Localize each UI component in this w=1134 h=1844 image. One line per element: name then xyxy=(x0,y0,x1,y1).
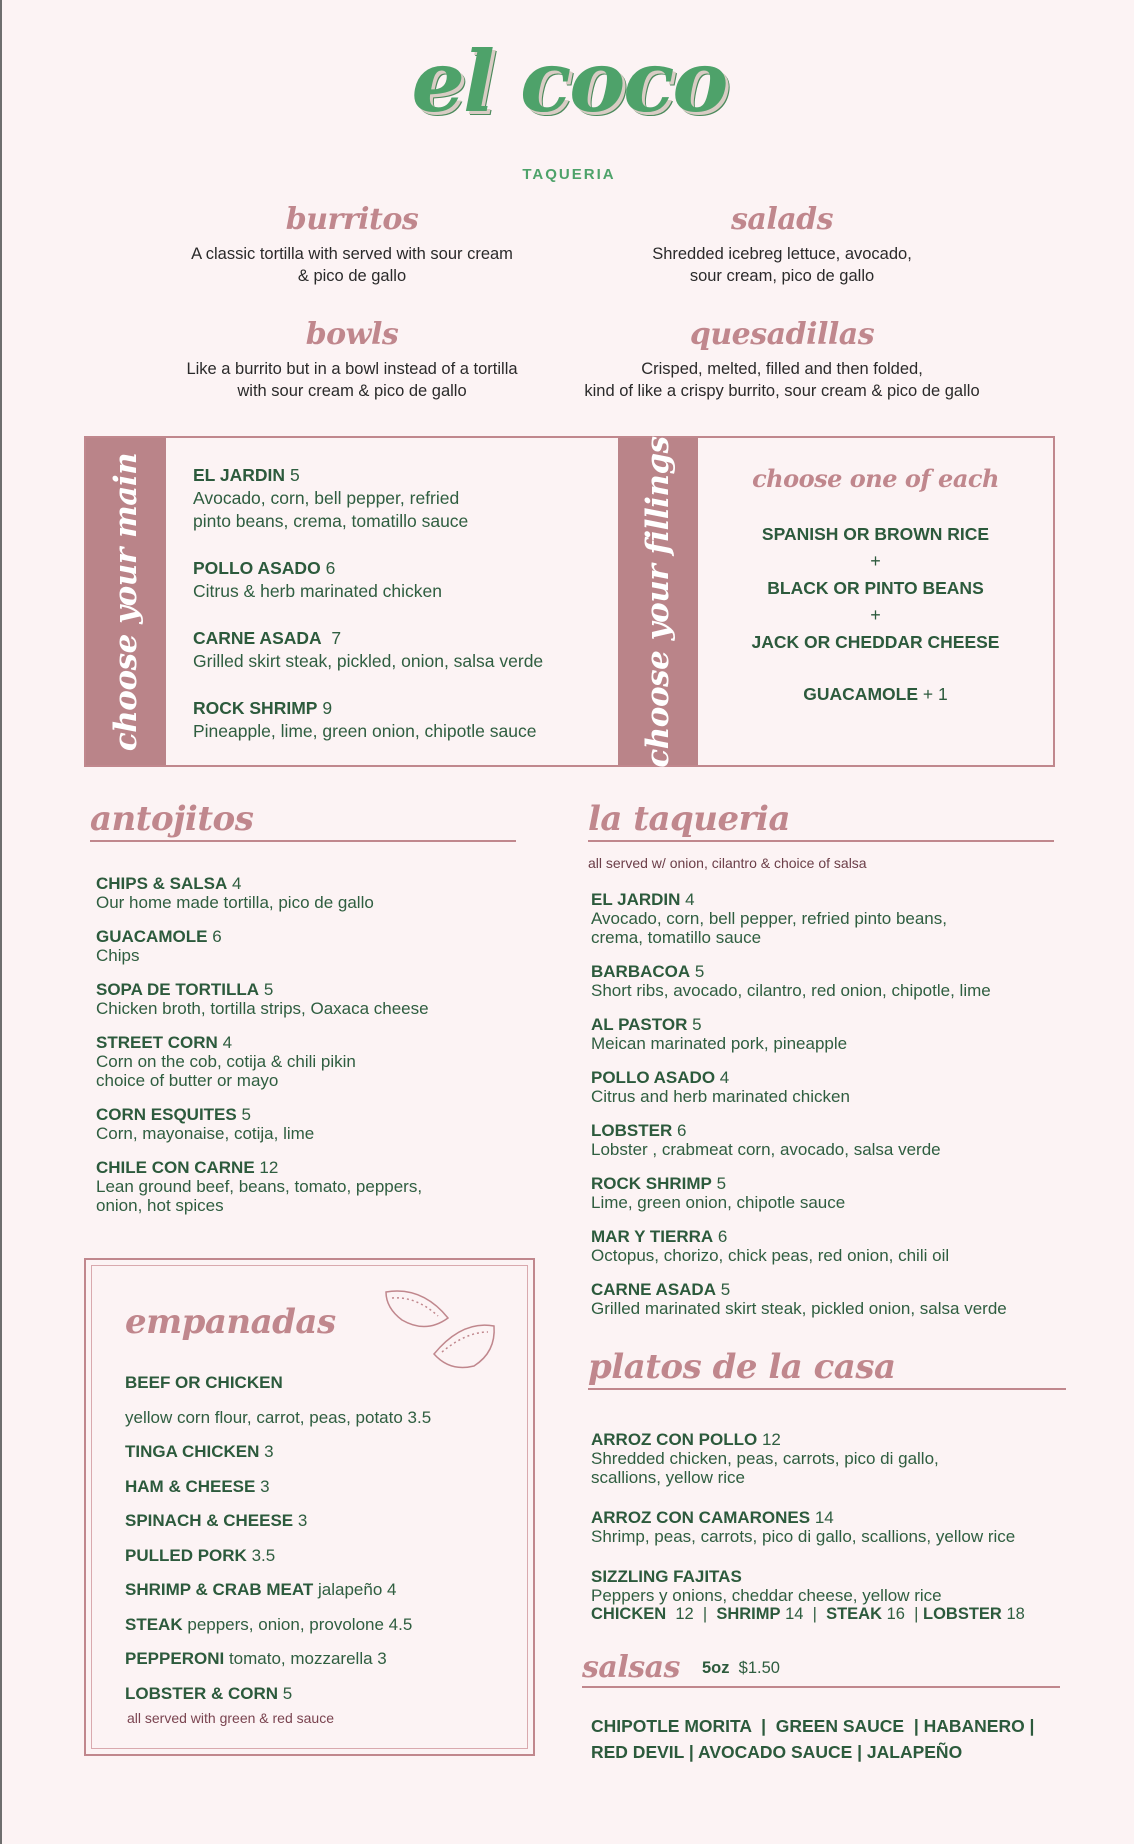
choose-one-of-each: choose one of each xyxy=(752,464,999,493)
quesadillas-desc-1: Crisped, melted, filled and then folded, xyxy=(641,360,923,378)
menu-item: POLLO ASADO 4 Citrus and herb marinated chicken xyxy=(591,1068,850,1106)
menu-item: PEPPERONI tomato, mozzarella 3 xyxy=(125,1649,387,1668)
burritos-desc-1: A classic tortilla with served with sour cream xyxy=(191,245,513,263)
section-title-antojitos: antojitos xyxy=(90,799,254,839)
restaurant-subtitle: TAQUERIA xyxy=(522,166,616,183)
menu-item: GUACAMOLE 6 Chips xyxy=(96,927,222,965)
section-title-bowls: bowls xyxy=(305,317,399,352)
antojitos-heading xyxy=(90,799,516,842)
taqueria-heading xyxy=(588,799,1054,842)
filling-option: SPANISH OR BROWN RICE xyxy=(761,524,990,544)
intro-quesadillas xyxy=(542,317,1022,402)
main-item: CARNE ASADA 7 Grilled skirt steak, pickled, onion, salsa verde xyxy=(193,628,544,671)
menu-item: SHRIMP & CRAB MEAT jalapeño 4 xyxy=(125,1580,397,1599)
menu-item: CHIPS & SALSA 4 Our home made tortilla, pico de gallo xyxy=(96,874,374,912)
menu-item: SPINACH & CHEESE 3 xyxy=(125,1511,308,1530)
antojitos-list xyxy=(96,874,536,1230)
menu-item: STEAK peppers, onion, provolone 4.5 xyxy=(125,1614,413,1634)
empanadas-list xyxy=(125,1366,515,1711)
menu-item: AL PASTOR 5 Meican marinated pork, pineapple xyxy=(591,1015,848,1053)
burritos-desc-2: & pico de gallo xyxy=(297,267,407,285)
main-item: ROCK SHRIMP 9 Pineapple, lime, green onion, chipotle sauce xyxy=(193,698,537,741)
platos-list xyxy=(591,1430,1111,1624)
menu-item: LOBSTER 6 Lobster , crabmeat corn, avocado, salsa verde xyxy=(591,1121,941,1159)
salads-desc-1: Shredded icebreg lettuce, avocado, xyxy=(652,245,912,263)
intro-salads xyxy=(562,202,1002,287)
main-item: POLLO ASADO 6 Citrus & herb marinated chicken xyxy=(193,558,442,601)
choose-fillings-label: choose your fillings xyxy=(640,435,676,768)
quesadillas-desc-2: kind of like a crispy burrito, sour cream & pico de gallo xyxy=(584,382,980,400)
salsa-price: 5oz $1.50 xyxy=(701,1658,780,1677)
filling-option: BLACK OR PINTO BEANS xyxy=(767,578,984,598)
mains-list xyxy=(193,464,613,767)
menu-item: TINGA CHICKEN 3 xyxy=(125,1442,274,1461)
menu-item: SIZZLING FAJITAS Peppers y onions, cheddar cheese, yellow rice xyxy=(591,1567,942,1605)
menu-item: ROCK SHRIMP 5 Lime, green onion, chipotle sauce xyxy=(591,1174,846,1212)
menu-item: EL JARDIN 4 Avocado, corn, bell pepper, refried pinto beans, crema, tomatillo sauce xyxy=(591,890,947,947)
bowls-desc-2: with sour cream & pico de gallo xyxy=(237,382,467,400)
fajita-options: CHICKEN 12 | SHRIMP 14 | STEAK 16 | LOBSTER 18 xyxy=(591,1605,1025,1623)
empanada-icon xyxy=(382,1286,502,1376)
taqueria-list xyxy=(591,890,1111,1333)
menu-item: LOBSTER & CORN 5 xyxy=(125,1683,293,1703)
salsas-list: CHIPOTLE MORITA | GREEN SAUCE | HABANERO | RED DEVIL | AVOCADO SAUCE | JALAPEÑO xyxy=(591,1716,1035,1762)
fillings-list xyxy=(698,464,1053,705)
menu-item: ARROZ CON POLLO 12 Shredded chicken, peas, carrots, pico di gallo, scallions, yellow rice xyxy=(591,1430,939,1487)
main-item: EL JARDIN 5 Avocado, corn, bell pepper, refried pinto beans, crema, tomatillo sauce xyxy=(193,465,469,531)
menu-item: PULLED PORK 3.5 xyxy=(125,1545,276,1565)
menu-item: CHILE CON CARNE 12 Lean ground beef, beans, tomato, peppers, onion, hot spices xyxy=(96,1158,423,1215)
bowls-desc-1: Like a burrito but in a bowl instead of a tortilla xyxy=(186,360,518,378)
intro-burritos xyxy=(142,202,562,287)
section-title-quesadillas: quesadillas xyxy=(689,317,875,352)
section-title-empanadas: empanadas xyxy=(125,1302,336,1342)
section-title-salads: salads xyxy=(730,202,834,237)
menu-item: BEEF OR CHICKEN xyxy=(125,1373,283,1392)
menu-item: SOPA DE TORTILLA 5 Chicken broth, tortilla strips, Oaxaca cheese xyxy=(96,980,429,1018)
restaurant-logo: el coco xyxy=(411,32,727,131)
menu-item: MAR Y TIERRA 6 Octopus, chorizo, chick peas, red onion, chili oil xyxy=(591,1227,950,1265)
plus-icon: + xyxy=(870,605,881,625)
salads-desc-2: sour cream, pico de gallo xyxy=(689,267,875,285)
empanadas-box xyxy=(84,1258,535,1756)
choose-main-strip xyxy=(86,438,166,765)
empanadas-note: all served with green & red sauce xyxy=(127,1710,334,1726)
section-title-platos: platos de la casa xyxy=(588,1347,896,1387)
menu-item: yellow corn flour, carrot, peas, potato 3.5 xyxy=(125,1407,432,1427)
menu-item: STREET CORN 4 Corn on the cob, cotija & chili pikin choice of butter or mayo xyxy=(96,1033,356,1090)
choose-fillings-strip xyxy=(618,435,698,768)
menu-item: ARROZ CON CAMARONES 14 Shrimp, peas, carrots, pico di gallo, scallions, yellow rice xyxy=(591,1508,1016,1546)
section-title-salsas: salsas xyxy=(582,1650,680,1685)
menu-item: CORN ESQUITES 5 Corn, mayonaise, cotija, lime xyxy=(96,1105,315,1143)
section-title-burritos: burritos xyxy=(285,202,419,237)
menu-item: BARBACOA 5 Short ribs, avocado, cilantro, red onion, chipotle, lime xyxy=(591,962,991,1000)
menu-item: HAM & CHEESE 3 xyxy=(125,1476,270,1496)
choose-main-label: choose your main xyxy=(108,452,144,751)
salsas-heading xyxy=(582,1652,1060,1688)
intro-bowls xyxy=(142,317,562,402)
section-title-taqueria: la taqueria xyxy=(588,799,791,839)
platos-heading xyxy=(588,1347,1066,1390)
menu-item: CARNE ASADA 5 Grilled marinated skirt steak, pickled onion, salsa verde xyxy=(591,1280,1007,1318)
filling-option: JACK OR CHEDDAR CHEESE xyxy=(751,632,1000,652)
guacamole-extra: GUACAMOLE + 1 xyxy=(803,684,948,704)
taqueria-note: all served w/ onion, cilantro & choice of salsa xyxy=(588,855,867,871)
plus-icon: + xyxy=(870,551,881,571)
build-your-own-box xyxy=(84,436,1055,767)
